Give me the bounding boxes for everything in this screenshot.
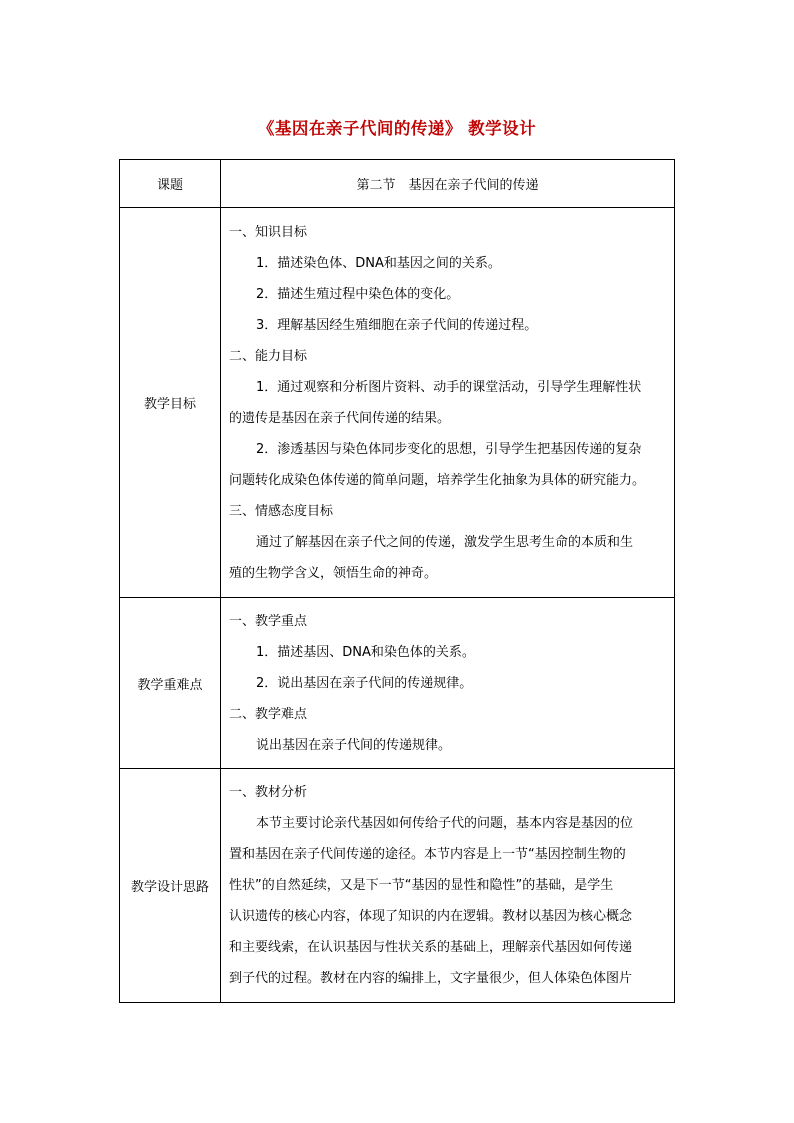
objectives-heading-attitude: 三、情感态度目标 (229, 504, 334, 519)
key-points-heading-difficulty: 二、教学难点 (229, 707, 308, 722)
design-content (221, 769, 675, 1003)
objectives-knowledge-item: 3．理解基因经生殖细胞在亲子代间的传递过程。 (256, 318, 538, 333)
objectives-knowledge-item: 1．描述染色体、DNA和基因之间的关系。 (256, 256, 501, 271)
design-analysis-text: 和主要线索，在认识基因与性状关系的基础上，理解亲代基因如何传递 (229, 940, 633, 955)
objectives-attitude-text: 殖的生物学含义，领悟生命的神奇。 (229, 566, 438, 581)
objectives-ability-text: 1．通过观察和分析图片资料、动手的课堂活动，引导学生理解性状 (256, 380, 642, 395)
key-points-content (221, 598, 675, 769)
objectives-label: 教学目标 (120, 208, 221, 598)
key-points-heading-focus: 一、教学重点 (229, 614, 308, 629)
design-analysis-text: 认识遗传的核心内容，体现了知识的内在逻辑。教材以基因为核心概念 (229, 909, 633, 924)
key-points-difficulty-text: 说出基因在亲子代间的传递规律。 (256, 738, 452, 753)
design-heading-analysis: 一、教材分析 (229, 785, 308, 800)
objectives-content (221, 208, 675, 598)
key-points-label: 教学重难点 (120, 598, 221, 769)
design-label: 教学设计思路 (120, 769, 221, 1003)
topic-value: 第二节 基因在亲子代间的传递 (221, 160, 675, 208)
design-analysis-text: 到子代的过程。教材在内容的编排上，文字量很少，但人体染色体图片 (229, 971, 633, 986)
table-row (120, 769, 675, 1003)
objectives-attitude-text: 通过了解基因在亲子代之间的传递，激发学生思考生命的本质和生 (256, 535, 634, 550)
table-row (120, 598, 675, 769)
design-analysis-text: 性状”的自然延续，又是下一节“基因的显性和隐性”的基础，是学生 (229, 878, 614, 893)
table-row (120, 160, 675, 208)
objectives-ability-text: 的遗传是基因在亲子代间传递的结果。 (229, 411, 451, 426)
topic-label: 课题 (120, 160, 221, 208)
lesson-plan-table (119, 159, 675, 1003)
design-analysis-text: 本节主要讨论亲代基因如何传给子代的问题，基本内容是基因的位 (256, 816, 634, 831)
objectives-ability-text: 2．渗透基因与染色体同步变化的思想，引导学生把基因传递的复杂 (256, 442, 642, 457)
design-analysis-text: 置和基因在亲子代间传递的途径。本节内容是上一节“基因控制生物的 (229, 847, 626, 862)
document-title: 《基因在亲子代间的传递》 教学设计 (257, 119, 537, 138)
table-row (120, 208, 675, 598)
objectives-heading-knowledge: 一、知识目标 (229, 225, 308, 240)
objectives-knowledge-item: 2．描述生殖过程中染色体的变化。 (256, 287, 460, 302)
key-points-focus-item: 2．说出基因在亲子代间的传递规律。 (256, 676, 473, 691)
objectives-heading-ability: 二、能力目标 (229, 349, 308, 364)
objectives-ability-text: 问题转化成染色体传递的简单问题，培养学生化抽象为具体的研究能力。 (229, 473, 646, 488)
key-points-focus-item: 1．描述基因、DNA和染色体的关系。 (256, 645, 475, 660)
